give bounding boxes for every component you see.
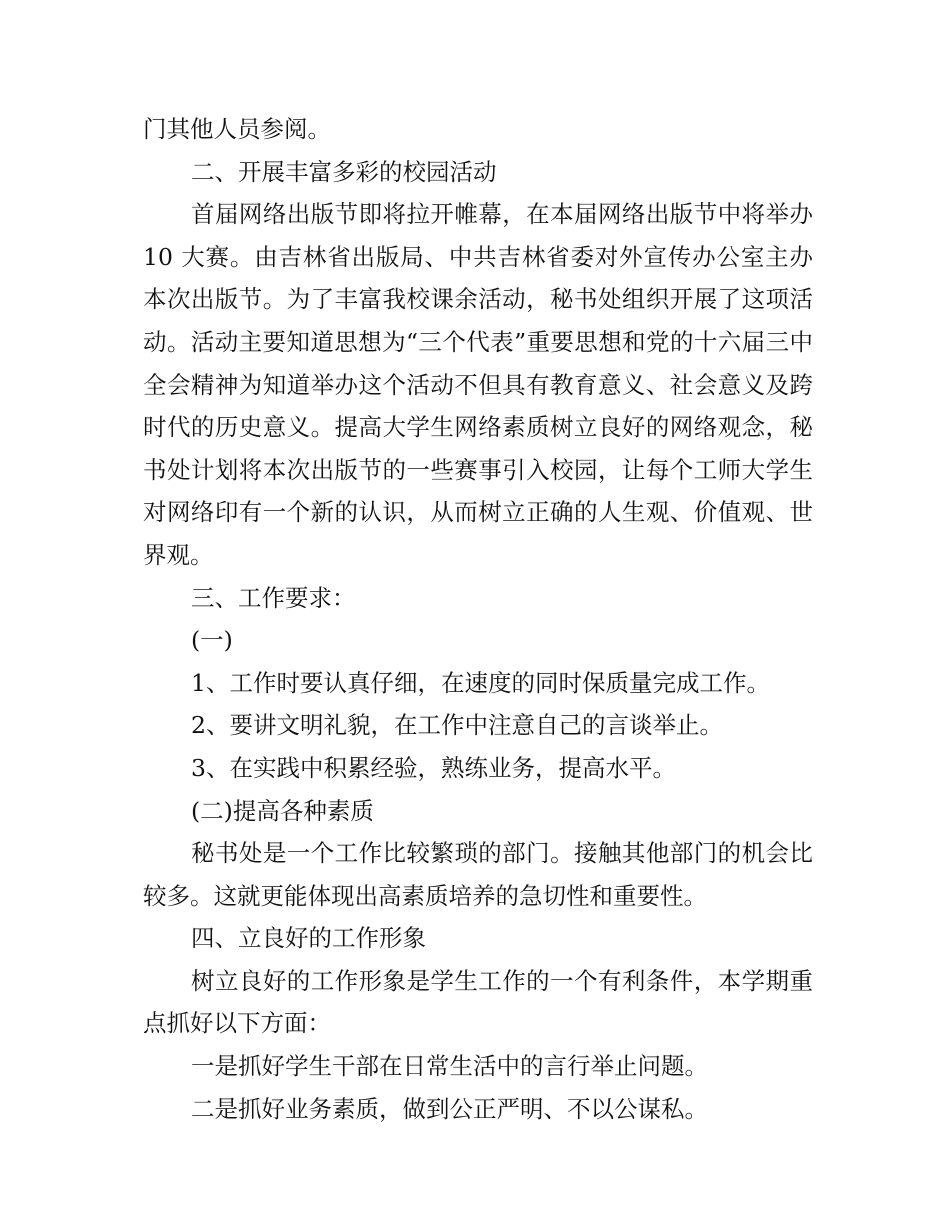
heading-section-four: 四、立良好的工作形象 <box>191 924 426 953</box>
document-page <box>143 108 813 1130</box>
list-item-1: 1、工作时要认真仔细，在速度的同时保质量完成工作。 <box>191 668 770 697</box>
point-two: 二是抓好业务素质，做到公正严明、不以公谋私。 <box>191 1094 708 1123</box>
list-item-3: 3、在实践中积累经验，熟练业务，提高水平。 <box>191 753 676 782</box>
heading-section-two: 二、开展丰富多彩的校园活动 <box>191 157 497 186</box>
paragraph-work-image: 树立良好的工作形象是学生工作的一个有利条件，本学期重点抓好以下方面： <box>143 966 813 1038</box>
paragraph-publishing-festival: 首届网络出版节即将拉开帷幕，在本届网络出版节中将举办 10 大赛。由吉林省出版局、中共吉林省委对外宣传办公室主办本次出版节。为了丰富我校课余活动，秘书处组织开展了这项活动。活动主要知道思想为“三个代表”重要思想和党的十六届三中全会精神为知道举办这个活动不但具有教育意义、社会意义及跨时代的历史意义。提高大学生网络素质树立良好的网络观念，秘书处计划将本次出版节的一些赛事引入校园，让每个工师大学生对网络印有一个新的认识，从而树立正确的人生观、价值观、世界观。 <box>143 200 813 569</box>
heading-section-three: 三、工作要求： <box>191 583 356 612</box>
paragraph-continuation: 门其他人员参阅。 <box>143 115 331 143</box>
subheading-two: (二)提高各种素质 <box>191 796 374 825</box>
paragraph-secretariat: 秘书处是一个工作比较繁琐的部门。接触其他部门的机会比较多。这就更能体现出高素质培养的急切性和重要性。 <box>143 839 813 910</box>
subheading-one: (一) <box>191 626 233 655</box>
list-item-2: 2、要讲文明礼貌，在工作中注意自己的言谈举止。 <box>191 711 723 740</box>
point-one: 一是抓好学生干部在日常生活中的言行举止问题。 <box>191 1052 708 1081</box>
